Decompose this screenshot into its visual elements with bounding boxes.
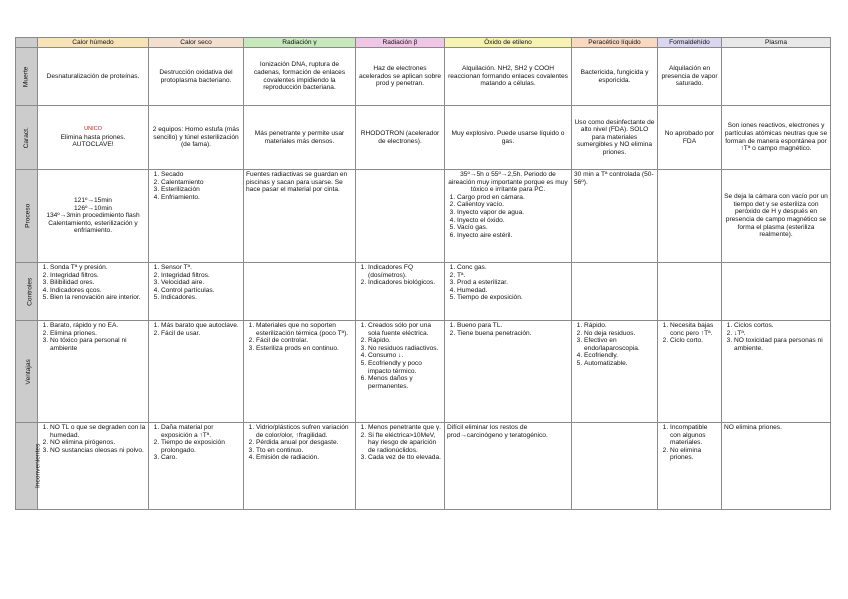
controles-plasma: [722, 263, 831, 321]
list-item: 1. Cargo prod en cámara.: [457, 194, 569, 202]
ventajas-peracetico: [572, 321, 658, 423]
row-label-controles: Controles: [16, 263, 38, 321]
list-item: 6. Inyecto aire estéril.: [457, 232, 569, 240]
muerte-plasma: [722, 48, 831, 106]
list-item: 2. Fácil de usar.: [161, 330, 241, 338]
list-item: 1. Materiales que no soporten esterilización térmica (poco Tª).: [256, 322, 353, 337]
row-label-inconvenientes: Inconvenientes: [16, 423, 38, 510]
inconv-plasma: NO elimina priones.: [722, 423, 831, 510]
inconv-calor-seco-list: [151, 424, 241, 462]
list-item: 1. Conc gas.: [457, 264, 569, 272]
row-inconvenientes: [16, 423, 831, 510]
proceso-radiacion-gamma: Fuentes radiactivas se guardan en piscinas y sacan para usarse. Se hace pasar el material por cinta.: [244, 170, 356, 263]
list-item: 1. Daña material por exposición a ↑Tª.: [161, 424, 241, 439]
corner-cell: [16, 38, 38, 48]
row-label-muerte: Muerte: [16, 48, 38, 106]
list-item: 1. Secado: [161, 171, 241, 179]
list-item: 2. No elimina priones.: [670, 447, 719, 462]
controles-radiacion-beta-list: [358, 264, 442, 287]
row-controles: [16, 263, 831, 321]
ventajas-calor-humedo-list: [40, 322, 146, 352]
caract-calor-humedo: [38, 106, 149, 170]
list-item: 1. Sonda Tª y presión.: [50, 264, 146, 272]
list-item: 1. Indicadores FQ (dosímetros).: [368, 264, 442, 279]
list-item: 5. Bien la renovación aire interior.: [50, 294, 146, 302]
header-formaldehido: Formaldehído: [658, 38, 722, 48]
ventajas-oxido-etileno: [445, 321, 572, 423]
list-item: 2. No deja residuos.: [584, 330, 655, 338]
list-item: 2. Integridad filtros.: [161, 272, 241, 280]
caract-radiacion-gamma: Más penetrante y permite usar materiales más densos.: [244, 106, 356, 170]
row-proceso: [16, 170, 831, 263]
list-item: 2. NO elimina pirógenos.: [50, 439, 146, 447]
inconv-radiacion-gamma: [244, 423, 356, 510]
list-item: 1. Menos penetrante que γ.: [368, 424, 442, 432]
list-item: 1. Ciclos cortos.: [734, 322, 828, 330]
header-radiacion-beta: Radiación β: [356, 38, 445, 48]
proceso-oxido-etileno-head: 35º→5h o 55º→2,5h. Periodo de aireación muy importante porque es muy tóxico e irritante para PC.: [448, 171, 568, 194]
unico-note: UNICO: [84, 126, 102, 133]
list-item: 1. NO TL o que se degraden con la humedad.: [50, 424, 146, 439]
list-item: 2. Tª.: [457, 272, 569, 280]
list-item: 1. Creados sólo por una sola fuente eléctrica.: [368, 322, 442, 337]
list-item: 2. Si fte eléctrica>10MeV, hay riesgo de aparición de radionúclidos.: [368, 432, 442, 455]
list-item: 1. Rápido.: [584, 322, 655, 330]
ventajas-formaldehido: [658, 321, 722, 423]
list-item: 4. Humedad.: [457, 287, 569, 295]
list-item: 5. Ecofriendly y poco impacto térmico.: [368, 360, 442, 375]
inconv-calor-humedo: [38, 423, 149, 510]
inconv-radiacion-gamma-list: [246, 424, 353, 462]
muerte-peracetico: Bactericida, fungicida y esporicida.: [572, 48, 658, 106]
list-item: 2. Elimina priones.: [50, 330, 146, 338]
muerte-oxido-etileno: Alquilación. NH2, SH2 y COOH reaccionan formando enlaces covalentes matando a células.: [445, 48, 572, 106]
caract-calor-humedo-text: Elimina hasta priones. AUTOCLAVE!: [60, 133, 126, 149]
controles-calor-humedo-list: [40, 264, 146, 302]
ventajas-radiacion-gamma-list: [246, 322, 353, 352]
header-plasma: Plasma: [722, 38, 831, 48]
controles-peracetico: [572, 263, 658, 321]
header-peracetico: Peracético líquido: [572, 38, 658, 48]
ventajas-calor-seco: [149, 321, 244, 423]
list-item: 3. Tto en continuo.: [256, 447, 353, 455]
controles-oxido-etileno-list: [447, 264, 569, 302]
list-item: 2. Indicadores biológicos.: [368, 279, 442, 287]
caract-oxido-etileno: Muy explosivo. Puede usarse líquido o gas.: [445, 106, 572, 170]
inconv-radiacion-beta-list: [358, 424, 442, 462]
caract-plasma: Son iones reactivos, electrones y partículas atómicas neutras que se forman de manera espontánea por ↑Tª o campo magnético.: [722, 106, 831, 170]
list-item: 2. Tiene buena penetración.: [457, 330, 569, 338]
list-item: 3. Efectivo en endo/laparoscopia.: [584, 337, 655, 352]
list-item: 5. Tiempo de exposición.: [457, 294, 569, 302]
proceso-calor-seco-list: [151, 171, 241, 201]
list-item: 4. Control partículas.: [161, 287, 241, 295]
list-item: 6. Menos daños y permanentes.: [368, 375, 442, 390]
proceso-peracetico: 30 min a Tª controlada (50-56º).: [572, 170, 658, 263]
list-item: 3. Esterilización: [161, 186, 241, 194]
list-item: 4. Ecofriendly.: [584, 352, 655, 360]
muerte-formaldehido: Alquilación en presencia de vapor saturado.: [658, 48, 722, 106]
list-item: 2. Calentamiento: [161, 179, 241, 187]
header-row: [16, 38, 831, 48]
list-item: 3. NO sustancias oleosas ni polvo.: [50, 447, 146, 455]
proceso-formaldehido: [658, 170, 722, 263]
list-item: 5. Automatizable.: [584, 360, 655, 368]
proceso-plasma: Se deja la cámara con vacío por un tiempo det y se esteriliza con peróxido de H y después en presencia de campo magnético se forma el plasma (esteriliza realmente).: [722, 170, 831, 263]
list-item: 2. Pérdida anual por desgaste.: [256, 439, 353, 447]
list-item: 3. Esteriliza prods en continuo.: [256, 345, 353, 353]
proceso-calor-humedo: 121º→15min 126º→10min 134º→3min procedimiento flash Calentamiento, esterilización y enfriamiento.: [38, 170, 149, 263]
ventajas-radiacion-beta-list: [358, 322, 442, 390]
inconv-formaldehido: [658, 423, 722, 510]
inconv-calor-humedo-list: [40, 424, 146, 454]
row-label-ventajas: Ventajas: [16, 321, 38, 423]
inconv-peracetico: [572, 423, 658, 510]
caract-peracetico: Uso como desinfectante de alto nivel (FDA). SOLO para materiales sumergibles y NO elimina priones.: [572, 106, 658, 170]
inconv-formaldehido-list: [660, 424, 719, 462]
list-item: 1. Incompatible con algunos materiales.: [670, 424, 719, 447]
list-item: 3. Prod a esterilizar.: [457, 279, 569, 287]
proceso-oxido-etileno: [445, 170, 572, 263]
ventajas-plasma: [722, 321, 831, 423]
muerte-calor-humedo: Desnaturalización de proteínas.: [38, 48, 149, 106]
ventajas-radiacion-gamma: [244, 321, 356, 423]
list-item: 2. Fácil de controlar.: [256, 337, 353, 345]
controles-calor-seco: [149, 263, 244, 321]
list-item: 3. Velocidad aire.: [161, 279, 241, 287]
inconv-radiacion-beta: [356, 423, 445, 510]
header-oxido-etileno: Óxido de etileno: [445, 38, 572, 48]
list-item: 2. Calientoy vacío.: [457, 201, 569, 209]
list-item: 1. Vidrio/plásticos sufren variación de color/olor, ↑fragilidad.: [256, 424, 353, 439]
list-item: 1. Bueno para TL.: [457, 322, 569, 330]
ventajas-calor-humedo: [38, 321, 149, 423]
list-item: 1. Barato, rápido y no EA.: [50, 322, 146, 330]
ventajas-radiacion-beta: [356, 321, 445, 423]
list-item: 4. Consumo ↓.: [368, 352, 442, 360]
controles-radiacion-beta: [356, 263, 445, 321]
caract-radiacion-beta: RHODOTRON (acelerador de electrones).: [356, 106, 445, 170]
proceso-radiacion-beta: [356, 170, 445, 263]
list-item: 5. Vacío gas.: [457, 224, 569, 232]
controles-calor-seco-list: [151, 264, 241, 302]
list-item: 4. Indicadores qcos.: [50, 287, 146, 295]
list-item: 2. Ciclo corto.: [670, 337, 719, 345]
row-label-proceso: Proceso: [16, 170, 38, 263]
ventajas-plasma-list: [724, 322, 828, 352]
list-item: 4. Emisión de radiación.: [256, 454, 353, 462]
inconv-calor-seco: [149, 423, 244, 510]
ventajas-oxido-etileno-list: [447, 322, 569, 337]
inconv-oxido-etileno: Difícil eliminar los restos de prod→carcinógeno y teratogénico.: [445, 423, 572, 510]
list-item: 3. Caro.: [161, 454, 241, 462]
ventajas-calor-seco-list: [151, 322, 241, 337]
list-item: 3. No tóxico para personal ni ambiente: [50, 337, 146, 352]
row-caract: [16, 106, 831, 170]
proceso-calor-seco: [149, 170, 244, 263]
list-item: 2. Tiempo de exposición prolongado.: [161, 439, 241, 454]
header-radiacion-gamma: Radiación γ: [244, 38, 356, 48]
list-item: 4. Inyecto el óxido.: [457, 217, 569, 225]
list-item: 3. Bilibilidad ores.: [50, 279, 146, 287]
list-item: 4. Enfriamiento.: [161, 194, 241, 202]
ventajas-formaldehido-list: [660, 322, 719, 345]
row-ventajas: [16, 321, 831, 423]
ventajas-peracetico-list: [574, 322, 655, 368]
list-item: 2. Rápido.: [368, 337, 442, 345]
caract-calor-seco: 2 equipos: Horno estufa (más sencillo) y túnel esterilización (de fama).: [149, 106, 244, 170]
list-item: 3. Inyecto vapor de agua.: [457, 209, 569, 217]
muerte-radiacion-gamma: Ionización DNA, ruptura de cadenas, formación de enlaces covalentes impidiendo la reproducción bacteriana.: [244, 48, 356, 106]
sterilization-table: [15, 37, 831, 510]
proceso-oxido-etileno-list: [447, 194, 569, 240]
list-item: 1. Más barato que autoclave.: [161, 322, 241, 330]
list-item: 2. Integridad filtros.: [50, 272, 146, 280]
caract-formaldehido: No aprobado por FDA: [658, 106, 722, 170]
controles-calor-humedo: [38, 263, 149, 321]
controles-formaldehido: [658, 263, 722, 321]
controles-oxido-etileno: [445, 263, 572, 321]
list-item: 3. Cada vez de tto elevada.: [368, 454, 442, 462]
row-label-caract: Caract.: [16, 106, 38, 170]
header-calor-humedo: Calor húmedo: [38, 38, 149, 48]
list-item: 1. Necesita bajas conc pero ↑Tª.: [670, 322, 719, 337]
list-item: 5. Indicadores.: [161, 294, 241, 302]
header-calor-seco: Calor seco: [149, 38, 244, 48]
row-muerte: [16, 48, 831, 106]
list-item: 3. NO toxicidad para personas ni ambiente.: [734, 337, 828, 352]
muerte-calor-seco: Destrucción oxidativa del protoplasma bacteriano.: [149, 48, 244, 106]
controles-radiacion-gamma: [244, 263, 356, 321]
list-item: 3. No residuos radiactivos.: [368, 345, 442, 353]
list-item: 1. Sensor Tª.: [161, 264, 241, 272]
muerte-radiacion-beta: Haz de electrones acelerados se aplican sobre prod y penetran.: [356, 48, 445, 106]
list-item: 2. ↓Tª.: [734, 330, 828, 338]
